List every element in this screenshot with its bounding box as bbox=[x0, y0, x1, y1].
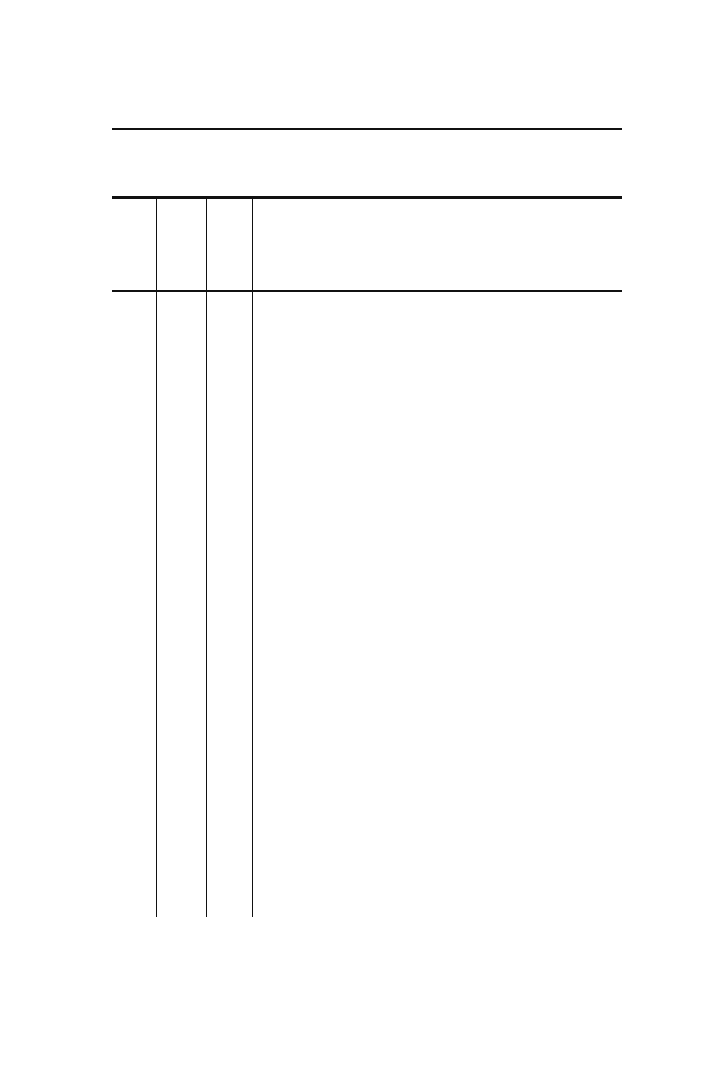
column-header-map bbox=[112, 203, 156, 287]
column-header-page bbox=[158, 203, 206, 287]
header-rule bbox=[112, 128, 622, 130]
column-divider bbox=[156, 199, 157, 917]
table-top-rule bbox=[112, 196, 622, 199]
column-header-report bbox=[208, 203, 252, 287]
column-divider bbox=[252, 199, 253, 917]
column-divider bbox=[206, 199, 207, 917]
header-bottom-rule bbox=[112, 290, 622, 292]
